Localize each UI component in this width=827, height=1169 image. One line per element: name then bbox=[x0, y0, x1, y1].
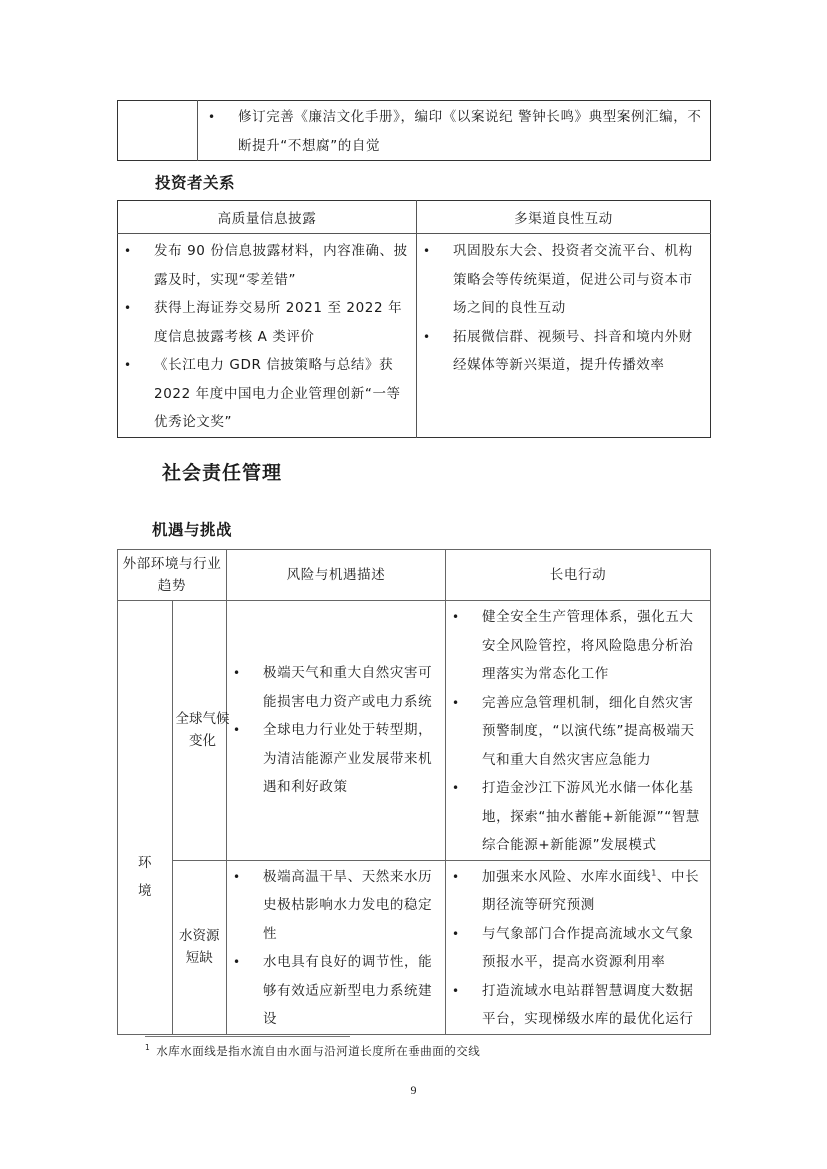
bullet-cell bbox=[198, 101, 711, 161]
bullet-icon: • bbox=[452, 781, 460, 795]
bullet-icon: • bbox=[423, 244, 431, 258]
column-header: 多渠道良性互动 bbox=[417, 201, 711, 234]
list-item: • 拓展微信群、视频号、抖音和境内外财经媒体等新兴渠道，提升传播效率 bbox=[417, 323, 702, 380]
empty-cell bbox=[118, 101, 198, 161]
footnote-number: 1 bbox=[145, 1043, 151, 1053]
page-number: 9 bbox=[410, 1083, 417, 1097]
footnote-text: 水库水面线是指水流自由水面与沿河道长度所在垂曲面的交线 bbox=[156, 1044, 481, 1058]
opportunities-heading: 机遇与挑战 bbox=[152, 521, 233, 539]
footnote-ref[interactable]: 1 bbox=[651, 868, 657, 877]
footnote-divider bbox=[145, 1036, 350, 1037]
bullet-icon: • bbox=[233, 666, 241, 680]
bullet-icon: • bbox=[233, 723, 241, 737]
column-header: 高质量信息披露 bbox=[118, 201, 417, 234]
bullet-icon: • bbox=[208, 110, 216, 124]
bullet-icon: • bbox=[124, 358, 132, 372]
bullet-icon: • bbox=[452, 983, 460, 998]
list-item: • 打造金沙江下游风光水储一体化基地，探索“抽水蓄能+新能源”“智慧综合能源+新能源”发展模式 bbox=[446, 774, 702, 860]
opportunities-table bbox=[117, 549, 711, 1035]
bullet-icon: • bbox=[452, 695, 460, 710]
list-item: • 极端天气和重大自然灾害可能损害电力资产或电力系统 bbox=[227, 659, 439, 716]
topic-cell: 全球气候变化 bbox=[172, 601, 227, 861]
interaction-cell bbox=[417, 234, 711, 438]
bullet-icon: • bbox=[452, 869, 460, 884]
bullet-icon: • bbox=[233, 955, 241, 969]
bullet-icon: • bbox=[452, 610, 460, 624]
risk-cell bbox=[227, 601, 446, 861]
bullet-icon: • bbox=[124, 244, 132, 258]
category-cell bbox=[118, 601, 173, 1035]
list-item: • 打造流域水电站群智慧调度大数据平台，实现梯级水库的最优化运行 bbox=[446, 977, 702, 1034]
action-cell bbox=[446, 860, 711, 1034]
list-item: • 发布 90 份信息披露材料，内容准确、披露及时，实现“零差错” bbox=[118, 237, 408, 294]
list-item: • 全球电力行业处于转型期，为清洁能源产业发展带来机遇和利好政策 bbox=[227, 716, 439, 802]
list-item: • 水电具有良好的调节性，能够有效适应新型电力系统建设 bbox=[227, 948, 439, 1034]
disclosure-cell bbox=[118, 234, 417, 438]
risk-cell bbox=[227, 860, 446, 1034]
bullet-icon: • bbox=[452, 926, 460, 941]
list-item: • 《长江电力 GDR 信披策略与总结》获 2022 年度中国电力企业管理创新“一等优秀论文奖” bbox=[118, 351, 408, 437]
list-item: • 获得上海证券交易所 2021 至 2022 年度信息披露考核 A 类评价 bbox=[118, 294, 408, 351]
investor-relations-table bbox=[117, 200, 711, 438]
column-header: 风险与机遇描述 bbox=[227, 550, 446, 601]
column-header: 外部环境与行业趋势 bbox=[118, 550, 227, 601]
list-item: • 加强来水风险、水库水面线$^1$、中长期径流等研究预测 bbox=[446, 863, 702, 920]
column-header: 长电行动 bbox=[446, 550, 711, 601]
list-item: • 与气象部门合作提高流域水文气象预报水平，提高水资源利用率 bbox=[446, 920, 702, 977]
list-item: • 巩固股东大会、投资者交流平台、机构策略会等传统渠道，促进公司与资本市场之间的良性互动 bbox=[417, 237, 702, 323]
list-item: • 健全安全生产管理体系，强化五大安全风险管控，将风险隐患分析治理落实为常态化工作 bbox=[446, 603, 702, 689]
bullet-icon: • bbox=[124, 301, 132, 315]
list-item: • 极端高温干旱、天然来水历史极枯影响水力发电的稳定性 bbox=[227, 863, 439, 949]
investor-relations-heading: 投资者关系 bbox=[155, 174, 236, 192]
list-item: • 完善应急管理机制，细化自然灾害预警制度，“以演代练”提高极端天气和重大自然灾害应急能力 bbox=[446, 689, 702, 775]
csr-management-title: 社会责任管理 bbox=[162, 462, 283, 484]
category-label: 环境 bbox=[138, 855, 152, 900]
integrity-table-continuation bbox=[117, 100, 711, 161]
topic-cell: 水资源短缺 bbox=[172, 860, 227, 1034]
bullet-icon: • bbox=[423, 329, 431, 344]
bullet-icon: • bbox=[233, 869, 241, 884]
footnote bbox=[145, 1043, 480, 1059]
action-cell bbox=[446, 601, 711, 861]
list-item: • 修订完善《廉洁文化手册》，编印《以案说纪 警钟长鸣》典型案例汇编，不断提升“不想腐”的自觉 bbox=[202, 103, 702, 160]
